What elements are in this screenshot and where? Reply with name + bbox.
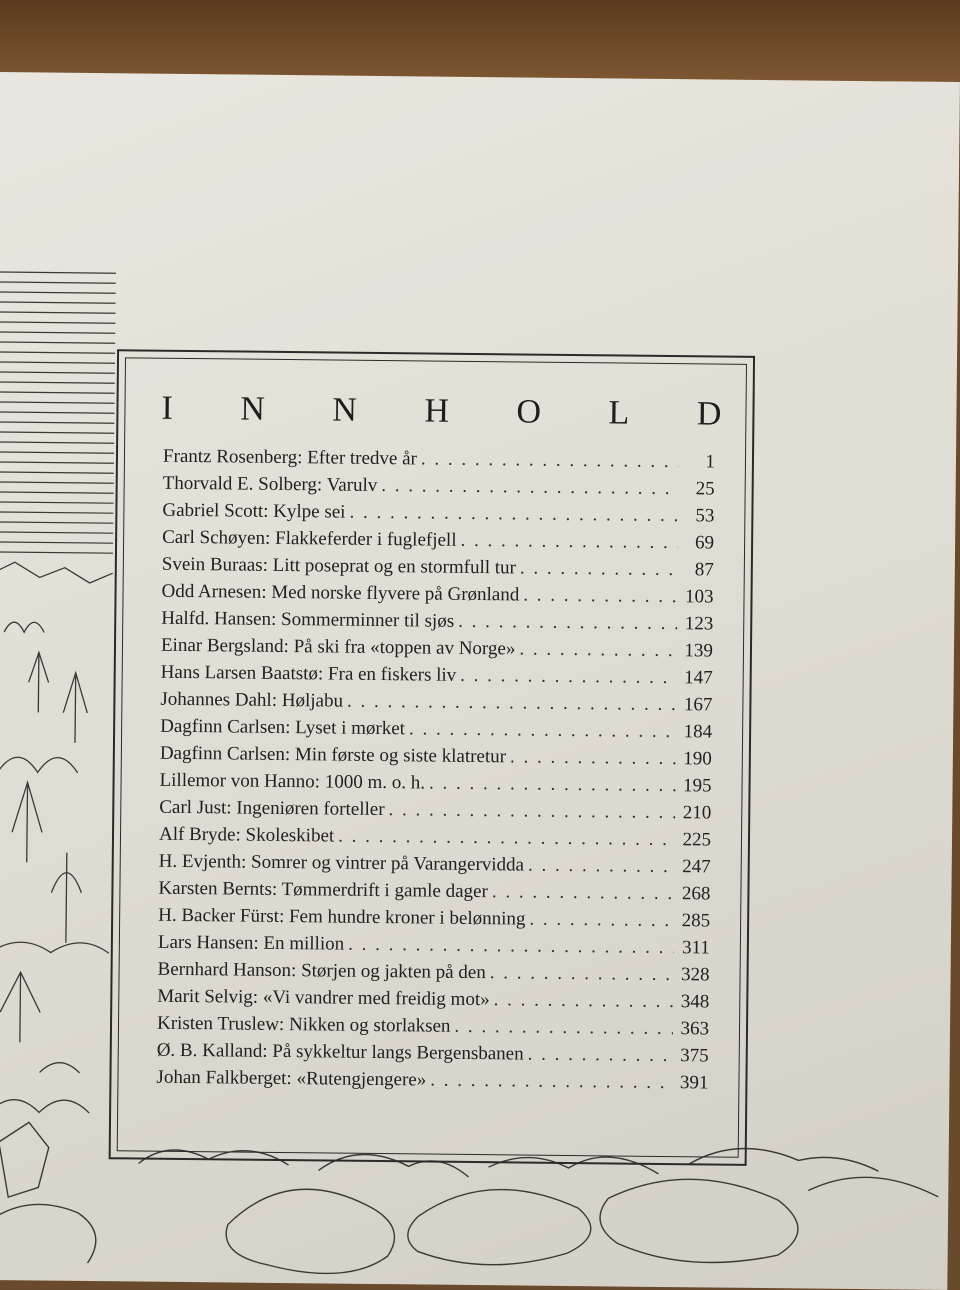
toc-leader-dots: [519, 638, 677, 662]
toc-separator: :: [278, 905, 290, 928]
toc-title: Størjen og jakten på den: [301, 960, 486, 984]
toc-leader-dots: [520, 557, 678, 581]
toc-entry-text: [163, 446, 417, 471]
toc-page-number: 391: [679, 1072, 709, 1094]
toc-separator: :: [264, 527, 276, 549]
toc-leader-dots: [492, 881, 675, 905]
toc-separator: :: [290, 960, 302, 982]
toc-leader-dots: [454, 1016, 673, 1040]
toc-page-number: 25: [695, 478, 715, 500]
toc-separator: :: [263, 500, 274, 522]
toc-author: Johan Falkberget: [156, 1066, 287, 1090]
toc-leader-dots: [460, 530, 678, 554]
toc-leader-dots: [510, 746, 676, 770]
toc-title: «Vi vandrer med freidig mot»: [262, 986, 490, 1011]
toc-separator: :: [262, 554, 273, 576]
toc-page-number: 103: [684, 586, 714, 608]
toc-leader-dots: [381, 475, 679, 500]
toc-page-number: 348: [680, 991, 710, 1013]
toc-entry-text: [162, 527, 457, 552]
toc-entry-text: [162, 554, 516, 580]
toc-separator: :: [261, 581, 272, 603]
toc-title: På ski fra «toppen av Norge»: [293, 636, 516, 660]
toc-author: Einar Bergsland: [160, 634, 284, 658]
toc-page-number: 190: [683, 748, 712, 770]
toc-author: Odd Arnesen: [161, 580, 262, 603]
toc-entry-text: [163, 473, 378, 497]
toc-page-number: 53: [695, 505, 715, 527]
toc-author: Hans Larsen Baatstø: [160, 661, 319, 685]
toc-leader-dots: [349, 502, 678, 527]
toc-author: Dagfinn Carlsen: [159, 742, 286, 766]
toc-title: Min første og siste klatretur: [294, 744, 507, 768]
book-page: [0, 72, 960, 1290]
toc-title: 1000 m. o. h.: [324, 771, 426, 794]
toc-title: Skoleskibet: [245, 824, 335, 847]
toc-leader-dots: [338, 826, 675, 852]
toc-leader-dots: [523, 585, 677, 609]
toc-author: Marit Selvig: [157, 985, 253, 1008]
toc-author: Carl Just: [159, 796, 227, 819]
toc-title: Fem hundre kroner i belønning: [288, 906, 526, 930]
sky-hatching: [0, 272, 116, 553]
toc-author: Frantz Rosenberg: [162, 445, 298, 469]
heading-letter: N: [240, 390, 266, 428]
toc-page-number: 167: [683, 694, 713, 716]
toc-separator: :: [278, 1013, 290, 1036]
toc-author: Alf Bryde: [158, 823, 236, 846]
toc-separator: :: [235, 824, 246, 846]
toc-title: Efter tredve år: [307, 447, 418, 470]
toc-entry-text: [159, 770, 425, 795]
mountain-and-trees: [0, 562, 113, 1113]
toc-entry-text: [160, 689, 343, 713]
toc-author: Thorvald E. Solberg: [162, 472, 318, 496]
toc-title: Fra en fiskers liv: [327, 663, 457, 686]
toc-heading: [161, 390, 721, 434]
toc-entry: [156, 1067, 708, 1100]
toc-author: Gabriel Scott: [162, 499, 264, 522]
toc-separator: :: [283, 636, 294, 658]
toc-author: Svein Buraas: [161, 553, 263, 576]
toc-author: Dagfinn Carlsen: [160, 715, 286, 739]
toc-separator: :: [314, 771, 325, 793]
toc-title: Varulv: [326, 474, 378, 496]
toc-author: Halfd. Hansen: [161, 607, 272, 630]
toc-page-number: 210: [682, 802, 712, 824]
toc-title: Høljabu: [281, 689, 344, 712]
toc-leader-dots: [528, 855, 675, 879]
toc-page-number: 184: [683, 721, 713, 743]
toc-title: Lyset i mørket: [295, 717, 406, 740]
toc-entry-text: [158, 932, 345, 956]
toc-leader-dots: [460, 665, 677, 689]
toc-entry-text: [160, 743, 506, 769]
toc-author: Karsten Bernts: [158, 877, 273, 900]
toc-entry-text: [158, 878, 488, 903]
toc-separator: :: [297, 447, 308, 469]
toc-author: Lillemor von Hanno: [159, 769, 315, 793]
toc-entry-text: [161, 635, 516, 661]
toc-page-number: 139: [684, 640, 714, 662]
toc-entry-text: [160, 716, 405, 741]
toc-title: Med norske flyvere på Grønland: [271, 581, 520, 606]
toc-entry-text: [159, 824, 334, 848]
toc-separator: :: [253, 932, 264, 954]
toc-author: Carl Schøyen: [162, 526, 266, 549]
toc-separator: :: [262, 1040, 273, 1062]
toc-page-number: 123: [684, 613, 714, 635]
toc-entry-text: [161, 662, 457, 687]
toc-title: Tømmerdrift i gamle dager: [281, 878, 488, 903]
toc-page-number: 225: [682, 829, 712, 851]
toc-separator: :: [271, 689, 282, 711]
toc-separator: :: [316, 474, 327, 496]
toc-separator: :: [317, 663, 329, 685]
toc-leader-dots: [458, 611, 677, 635]
toc-entry-text: [159, 851, 525, 877]
toc-entry-text: [157, 1040, 524, 1066]
toc-separator: :: [271, 878, 282, 900]
toc-author: Lars Hansen: [157, 931, 254, 954]
toc-page-number: 328: [680, 964, 710, 986]
heading-letter: H: [424, 392, 450, 430]
toc-page-number: 311: [681, 937, 710, 959]
toc-author: Kristen Truslew: [156, 1012, 280, 1035]
toc-author: H. Backer Fürst: [158, 904, 280, 927]
toc-leader-dots: [490, 962, 674, 986]
heading-letter: L: [608, 394, 630, 432]
toc-page-number: 69: [694, 532, 715, 554]
toc-entry-text: [157, 986, 490, 1011]
toc-leader-dots: [409, 718, 676, 743]
toc-entry-text: [158, 905, 525, 931]
toc-list: [156, 446, 715, 1100]
toc-page-number: 87: [694, 559, 714, 581]
toc-entry-text: [159, 797, 385, 821]
heading-letter: O: [516, 393, 542, 431]
toc-leader-dots: [528, 1044, 673, 1068]
toc-entry-text: [162, 500, 345, 524]
toc-page-number: 195: [682, 775, 712, 797]
toc-entry-text: [157, 1013, 451, 1038]
toc-leader-dots: [347, 691, 677, 716]
toc-page-number: 268: [681, 883, 711, 905]
toc-separator: :: [226, 797, 237, 819]
toc-title: «Rutengjengere»: [296, 1068, 427, 1091]
toc-leader-dots: [430, 1070, 672, 1095]
heading-letter: I: [161, 389, 174, 427]
toc-author: Johannes Dahl: [160, 688, 272, 711]
toc-entry-text: [157, 959, 485, 984]
toc-title: Nikken og storlaksen: [288, 1014, 451, 1037]
toc-leader-dots: [494, 989, 674, 1013]
toc-leader-dots: [421, 448, 679, 473]
toc-title: Sommerminner til sjøs: [280, 608, 455, 632]
toc-title: Litt poseprat og en stormfull tur: [272, 554, 517, 579]
toc-entry-text: [161, 608, 454, 633]
toc-page-number: 147: [684, 667, 713, 689]
toc-title: En million: [263, 932, 345, 955]
toc-leader-dots: [529, 909, 674, 933]
toc-title: Kylpe sei: [273, 500, 346, 523]
toc-author: H. Evjenth: [158, 850, 242, 873]
heading-letter: N: [332, 391, 358, 429]
toc-author: Ø. B. Kalland: [156, 1039, 263, 1062]
toc-entry-text: [161, 581, 519, 607]
toc-separator: :: [285, 717, 296, 739]
toc-separator: :: [270, 608, 282, 630]
toc-separator: :: [286, 1068, 297, 1090]
toc-leader-dots: [429, 773, 676, 798]
toc-entry-text: [156, 1067, 426, 1092]
toc-title: På sykkeltur langs Bergensbanen: [272, 1040, 524, 1065]
toc-title: Flakkeferder i fuglefjell: [274, 527, 457, 551]
toc-leader-dots: [348, 934, 674, 959]
toc-page-number: 247: [682, 856, 711, 878]
toc-author: Bernhard Hanson: [157, 958, 292, 982]
toc-separator: :: [252, 986, 263, 1008]
toc-page-number: 375: [680, 1045, 709, 1067]
toc-title: Ingeniøren forteller: [236, 797, 385, 821]
heading-letter: D: [696, 395, 722, 433]
toc-leader-dots: [388, 799, 675, 824]
toc-separator: :: [284, 744, 296, 766]
toc-page-number: 285: [681, 910, 711, 932]
toc-page-number: 1: [705, 451, 716, 473]
toc-separator: :: [240, 851, 252, 873]
toc-page-number: 363: [680, 1018, 710, 1040]
toc-title: Somrer og vintrer på Varangervidda: [250, 851, 525, 876]
